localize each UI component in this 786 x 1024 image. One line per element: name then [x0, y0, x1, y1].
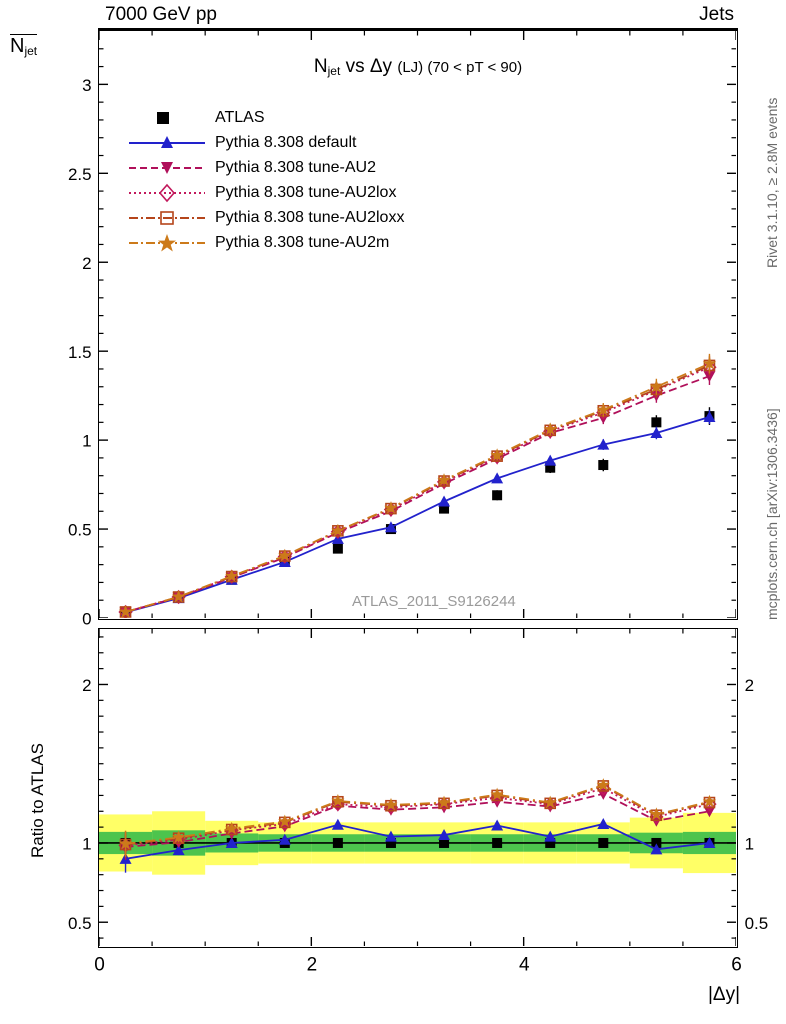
legend-label: Pythia 8.308 tune-AU2m	[215, 234, 390, 251]
x-axis-label: |Δy|	[707, 984, 740, 1005]
plot-title: $N_{jet}$ vs Δy (LJ) (70 < pT < 90)	[313, 56, 523, 78]
mcplots-source-label: mcplots.cern.ch [arXiv:1306.3436]	[764, 408, 780, 620]
legend-label: ATLAS	[215, 109, 265, 126]
svg-text:2.5: 2.5	[67, 164, 92, 184]
svg-text:2: 2	[306, 954, 318, 976]
analysis-group-label: Jets	[699, 4, 734, 25]
svg-text:1: 1	[82, 431, 92, 451]
svg-text:2: 2	[82, 676, 92, 696]
svg-text:1: 1	[82, 834, 92, 854]
svg-text:0.5: 0.5	[67, 520, 92, 540]
svg-text:0.5: 0.5	[744, 913, 769, 933]
ratio-y-axis-label: Ratio to ATLAS	[28, 743, 47, 858]
beam-energy-label: 7000 GeV pp	[105, 4, 217, 25]
svg-text:3: 3	[82, 75, 92, 95]
analysis-id-watermark: ATLAS_2011_S9126244	[352, 593, 516, 610]
legend-label: Pythia 8.308 default	[215, 134, 357, 151]
rivet-version-label: Rivet 3.1.10, ≥ 2.8M events	[764, 97, 780, 268]
svg-text:6: 6	[731, 954, 742, 976]
svg-text:0.5: 0.5	[67, 913, 92, 933]
svg-text:2: 2	[744, 676, 755, 696]
legend-label: Pythia 8.308 tune-AU2loxx	[215, 209, 405, 226]
svg-text:1.5: 1.5	[67, 342, 92, 362]
svg-text:0: 0	[94, 954, 105, 976]
svg-text:0: 0	[82, 609, 92, 629]
svg-text:2: 2	[82, 253, 92, 273]
svg-text:1: 1	[744, 834, 755, 854]
svg-text:4: 4	[518, 954, 530, 976]
legend-label: Pythia 8.308 tune-AU2	[215, 159, 376, 176]
main-y-axis-label: $N_{jet}$	[10, 35, 38, 58]
legend-label: Pythia 8.308 tune-AU2lox	[215, 184, 397, 201]
